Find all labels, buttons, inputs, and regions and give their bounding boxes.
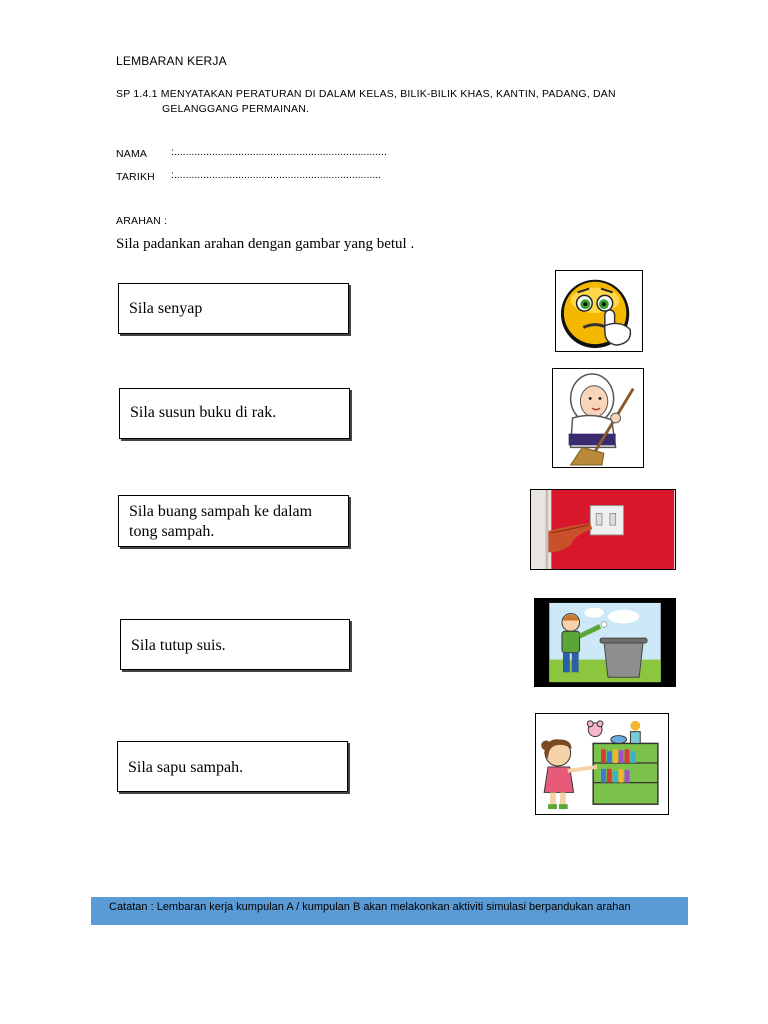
boy-throwing-trash-picture [534, 598, 676, 687]
box-text: Sila susun buku di rak. [130, 404, 277, 421]
sp-line-1: SP 1.4.1 MENYATAKAN PERATURAN DI DALAM KELAS, BILIK-BILIK KHAS, KANTIN, PADANG, DAN [116, 88, 616, 100]
quiet-smiley-icon [556, 271, 642, 351]
instruction-box-buang-sampah [118, 495, 349, 547]
girl-bookshelf-picture [535, 713, 669, 815]
arahan-label: ARAHAN : [116, 215, 168, 227]
instruction-box-sapu-sampah [117, 741, 348, 792]
footer-note-bar [91, 897, 688, 925]
box-text: Sila senyap [129, 300, 203, 317]
worksheet-title: LEMBARAN KERJA [116, 54, 227, 68]
nama-label: NAMA [116, 148, 148, 160]
box-text: Sila buang sampah ke dalam [129, 503, 313, 520]
box-text: tong sampah. [129, 523, 215, 540]
sp-line-2: GELANGGANG PERMAINAN. [162, 103, 310, 115]
light-switch-icon [531, 490, 675, 569]
instruction-box-senyap [118, 283, 349, 334]
instruction-text: Sila padankan arahan dengan gambar yang betul . [116, 236, 415, 252]
box-text: Sila sapu sampah. [128, 759, 244, 776]
boy-throwing-trash-icon [535, 599, 675, 686]
footer-note: Catatan : Lembaran kerja kumpulan A / kumpulan B akan melakonkan aktiviti simulasi berpandukan arahan [109, 901, 631, 913]
girl-bookshelf-icon [536, 714, 668, 814]
girl-sweeping-picture [552, 368, 644, 468]
tarikh-field[interactable]: :....................................................................... [171, 169, 382, 181]
tarikh-label: TARIKH [116, 171, 155, 183]
girl-sweeping-icon [553, 369, 643, 467]
light-switch-picture [530, 489, 676, 570]
instruction-box-susun-buku [119, 388, 350, 439]
instruction-box-tutup-suis [120, 619, 350, 670]
nama-field[interactable]: :......................................................................... [171, 146, 387, 158]
quiet-smiley-picture [555, 270, 643, 352]
box-text: Sila tutup suis. [131, 637, 226, 654]
